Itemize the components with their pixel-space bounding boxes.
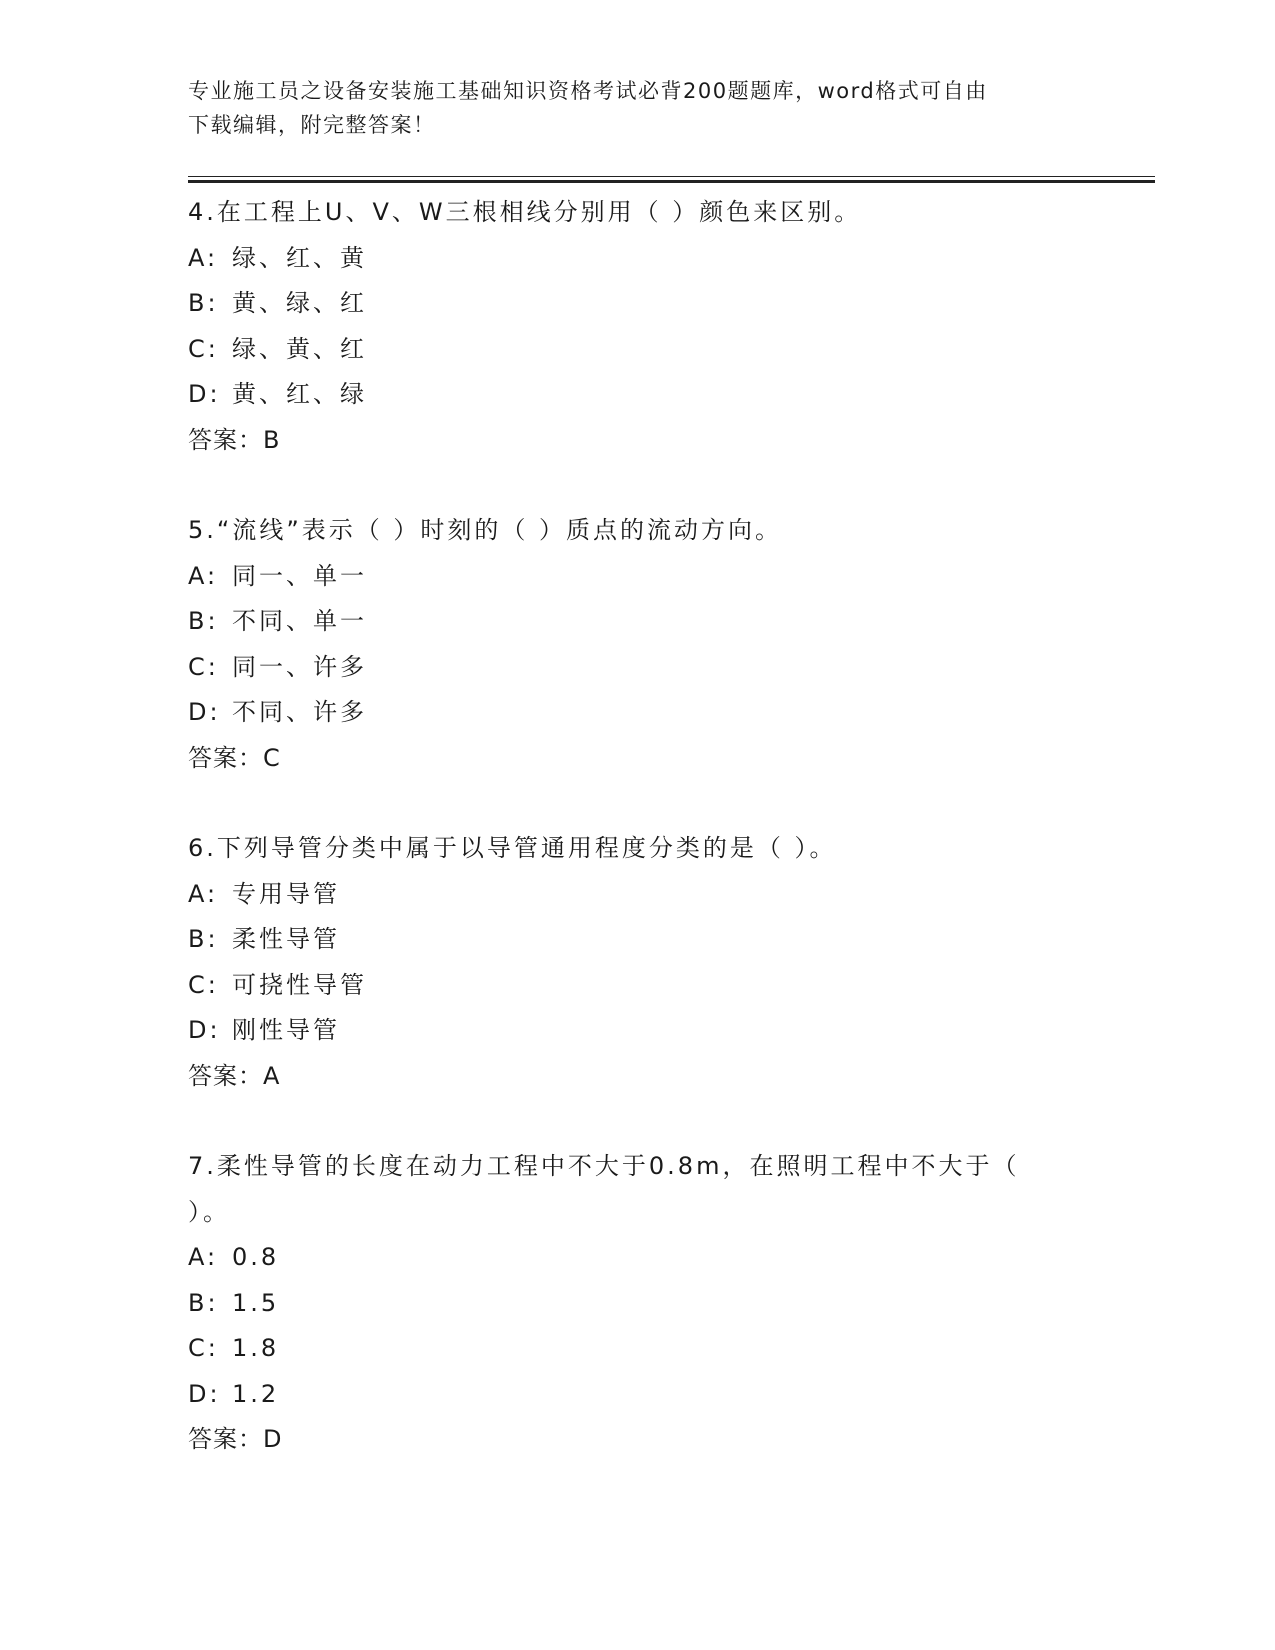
option-a (188, 236, 1068, 282)
option-key: A: (188, 243, 219, 272)
question-7 (188, 1144, 1068, 1463)
option-key: C: (188, 970, 219, 999)
header-line-2: 下载编辑，附完整答案！ (188, 113, 436, 137)
answer-line: 答案：A (188, 1061, 281, 1090)
option-b (188, 1281, 1068, 1327)
option-key: C: (188, 1334, 219, 1362)
option-key: C: (188, 652, 219, 681)
option-key: B: (188, 1288, 219, 1317)
option-d (188, 372, 1068, 418)
option-text: 不同、许多 (232, 698, 367, 726)
document-header (188, 74, 1088, 142)
option-text: 1.2 (232, 1379, 280, 1408)
question-4 (188, 190, 1068, 463)
option-c (188, 327, 1068, 373)
option-b (188, 281, 1068, 327)
question-stem: 4.在工程上U、V、W三根相线分别用（ ）颜色来区别。 (188, 198, 862, 226)
option-text: 绿、黄、红 (232, 334, 367, 363)
option-key: D: (188, 698, 221, 726)
option-key: D: (188, 380, 221, 408)
option-text: 同一、单一 (232, 561, 367, 590)
header-divider-thin (188, 176, 1155, 177)
question-5 (188, 508, 1068, 781)
option-d (188, 1372, 1068, 1418)
option-key: B: (188, 925, 219, 953)
option-text: 0.8 (232, 1243, 280, 1271)
option-text: 刚性导管 (232, 1016, 340, 1044)
question-stem: 7.柔性导管的长度在动力工程中不大于0.8m，在照明工程中不大于（ ）。 (188, 1152, 1020, 1226)
option-text: 绿、红、黄 (232, 243, 367, 272)
option-c (188, 1326, 1068, 1372)
option-key: B: (188, 607, 219, 635)
option-text: 柔性导管 (232, 925, 340, 953)
answer-line: 答案：C (188, 743, 281, 772)
option-key: A: (188, 1243, 219, 1271)
option-d (188, 1008, 1068, 1054)
option-a (188, 1235, 1068, 1281)
question-stem: 5.“流线”表示（ ）时刻的（ ）质点的流动方向。 (188, 516, 783, 544)
option-text: 黄、红、绿 (232, 380, 367, 408)
option-text: 1.8 (232, 1334, 280, 1362)
header-divider-thick (188, 180, 1155, 183)
option-text: 专用导管 (232, 879, 340, 908)
option-c (188, 963, 1068, 1009)
option-key: D: (188, 1379, 221, 1408)
option-text: 1.5 (232, 1288, 280, 1317)
option-b (188, 599, 1068, 645)
option-b (188, 917, 1068, 963)
option-d (188, 690, 1068, 736)
header-line-1: 专业施工员之设备安装施工基础知识资格考试必背200题题库，word格式可自由 (188, 79, 988, 103)
option-text: 可挠性导管 (232, 970, 367, 999)
option-c (188, 645, 1068, 691)
option-key: D: (188, 1016, 221, 1044)
option-a (188, 554, 1068, 600)
question-6 (188, 826, 1068, 1099)
question-stem: 6.下列导管分类中属于以导管通用程度分类的是（ ）。 (188, 834, 837, 862)
option-text: 不同、单一 (232, 607, 367, 635)
answer-line: 答案：B (188, 425, 281, 454)
option-key: A: (188, 561, 219, 590)
option-text: 同一、许多 (232, 652, 367, 681)
option-a (188, 872, 1068, 918)
option-key: A: (188, 879, 219, 908)
answer-line: 答案：D (188, 1425, 283, 1453)
option-key: C: (188, 334, 219, 363)
option-text: 黄、绿、红 (232, 289, 367, 317)
question-list (188, 190, 1068, 1508)
option-key: B: (188, 289, 219, 317)
